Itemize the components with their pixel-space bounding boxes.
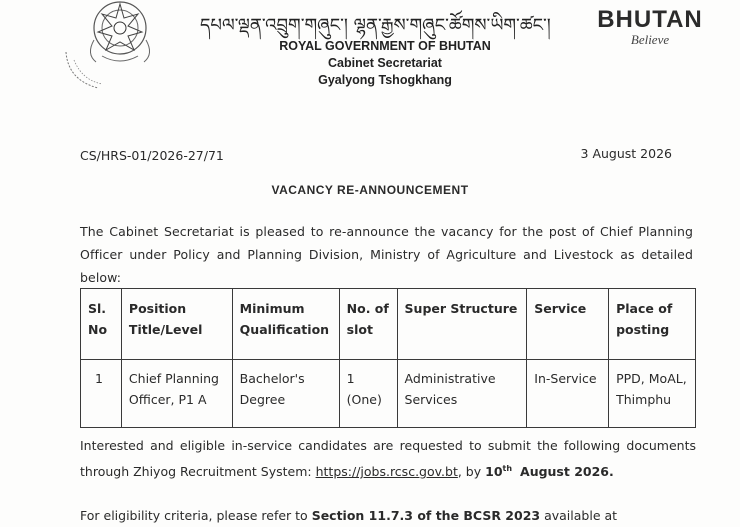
vacancy-table: [80, 288, 696, 428]
page-title: VACANCY RE-ANNOUNCEMENT: [271, 183, 469, 197]
brand-tagline: Believe: [630, 32, 670, 47]
brand-name: BHUTAN: [597, 6, 703, 33]
deadline-day: 10: [485, 464, 503, 480]
table-header-row: [81, 289, 696, 360]
letterhead-line-office: Cabinet Secretariat: [328, 56, 442, 70]
submission-text: Interested and eligible in-service candidates are requested to submit the following documents through Zhiyog Recruitment System:: [80, 438, 696, 480]
letter-date: 3 August 2026: [580, 146, 672, 161]
header-cell: Service: [527, 289, 609, 360]
table-cell: 1: [81, 360, 122, 428]
table-cell: In-Service: [527, 360, 609, 428]
dzongkha-title: དཔལ་ལྡན་འབྲུག་གཞུང་། ལྷན་རྒྱས་གཞུང་ཚོགས་ཡིག་ཚང་།: [200, 15, 551, 36]
table-cell: 1 (One): [339, 360, 397, 428]
royal-emblem: [58, 0, 176, 92]
eligibility-text: For eligibility criteria, please refer to: [80, 508, 312, 523]
table-cell: Bachelor's Degree: [232, 360, 339, 428]
eligibility-paragraph: [80, 504, 696, 527]
submission-paragraph: [80, 434, 696, 483]
header-cell: Minimum Qualification: [232, 289, 339, 360]
header-cell: Position Title/Level: [121, 289, 232, 360]
letterhead-line-government: ROYAL GOVERNMENT OF BHUTAN: [279, 39, 491, 53]
eligibility-available: available at: [540, 508, 618, 523]
letterhead-text: [230, 38, 540, 89]
letterhead-line-building: Gyalyong Tshogkhang: [318, 73, 452, 87]
recruitment-link[interactable]: https://jobs.rcsc.gov.bt: [315, 464, 458, 480]
header-cell: Place of posting: [609, 289, 696, 360]
header-cell: Super Structure: [397, 289, 527, 360]
table-cell: Administrative Services: [397, 360, 527, 428]
header-cell: No. of slot: [339, 289, 397, 360]
reference-number: CS/HRS-01/2026-27/71: [80, 148, 224, 163]
deadline-rest: August 2026.: [520, 464, 614, 480]
table-cell: PPD, MoAL, Thimphu: [609, 360, 696, 428]
intro-paragraph: The Cabinet Secretariat is pleased to re-announce the vacancy for the post of Chief Planning Officer under Policy and Planning Division, Ministry of Agriculture and Livestock as detailed below:: [80, 224, 693, 285]
bhutan-brand-logo: [588, 6, 712, 48]
submission-by: , by: [457, 464, 486, 480]
table-cell: Chief Planning Officer, P1 A: [121, 360, 232, 428]
deadline-suffix: th: [502, 464, 513, 473]
header-cell: Sl. No: [81, 289, 122, 360]
eligibility-section: Section 11.7.3 of the BCSR 2023: [311, 508, 541, 523]
table-row: [81, 360, 696, 428]
